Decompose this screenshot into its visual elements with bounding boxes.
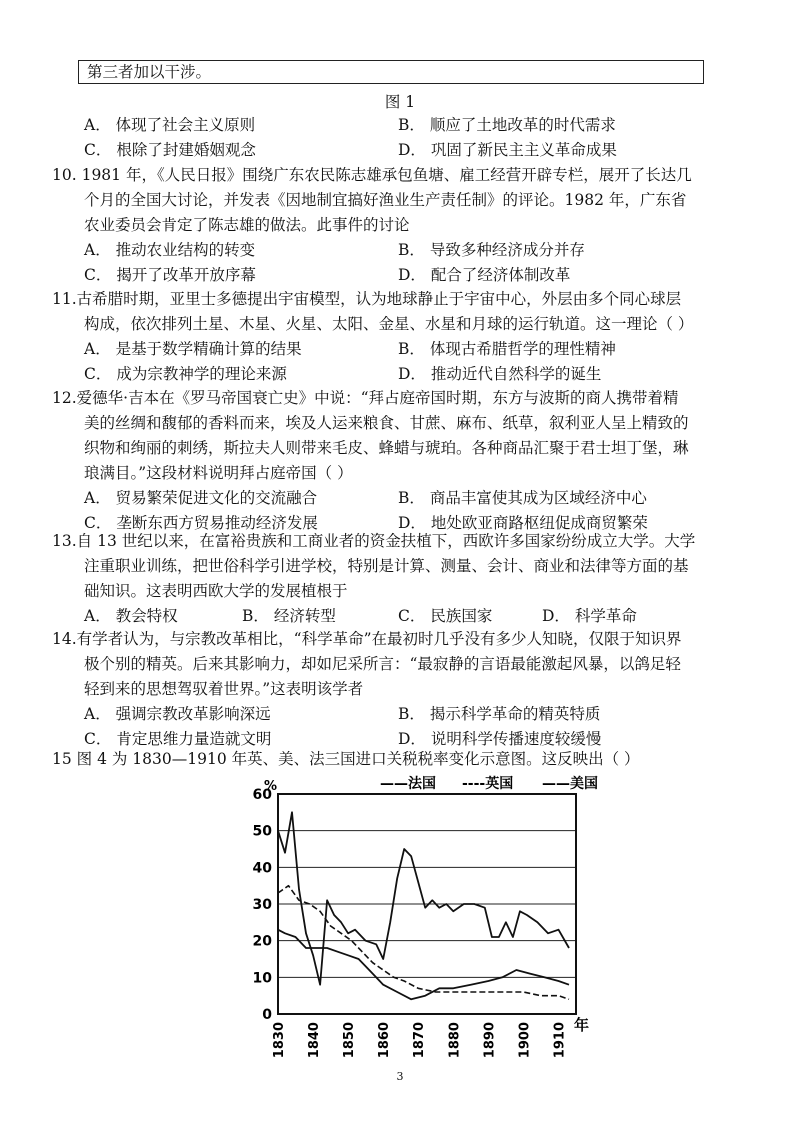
option-b: B． 揭示科学革命的精英特质 — [398, 705, 601, 723]
figure1-text-box — [78, 60, 704, 84]
option-b: B． 导致多种经济成分并存 — [398, 241, 585, 259]
question-stem-line: 构成，依次排列土星、木星、火星、太阳、金星、水星和月球的运行轨道。这一理论（ ） — [84, 315, 694, 333]
options-row — [52, 113, 752, 138]
x-tick-1880: 1880 — [447, 1022, 463, 1058]
option-c: C． 根除了封建婚姻观念 — [84, 141, 256, 159]
option-a: A． 教会特权 — [84, 607, 178, 625]
question-stem-line: 12.爱德华·吉本在《罗马帝国衰亡史》中说：“拜占庭帝国时期，东方与波斯的商人携带着精 — [52, 389, 679, 407]
options-row — [52, 604, 752, 629]
question-13 — [52, 529, 752, 629]
option-d: D． 说明科学传播速度较缓慢 — [398, 730, 602, 748]
option-c: C． 垄断东西方贸易推动经济发展 — [84, 514, 318, 532]
x-tick-1890: 1890 — [482, 1022, 498, 1058]
question-stem-line: 美的丝绸和馥郁的香料而来，埃及人运来粮食、甘蔗、麻布、纸草，叙利亚人呈上精致的 — [84, 414, 689, 432]
legend-entry-2: ——美国 — [542, 776, 598, 792]
option-b: B． 商品丰富使其成为区域经济中心 — [398, 489, 647, 507]
question-stem-line: 织物和绚丽的刺绣，斯拉夫人则带来毛皮、蜂蜡与琥珀。各种商品汇聚于君士坦丁堡，琳 — [84, 439, 689, 457]
question-14 — [52, 627, 752, 752]
options-row — [52, 702, 752, 727]
option-a: A． 推动农业结构的转变 — [84, 241, 256, 259]
x-tick-1870: 1870 — [412, 1022, 428, 1058]
options-row — [52, 337, 752, 362]
x-tick-1860: 1860 — [377, 1022, 393, 1058]
chart-legend — [380, 775, 598, 792]
y-axis-unit: % — [264, 779, 278, 794]
option-b: B． 体现古希腊哲学的理性精神 — [398, 340, 616, 358]
y-tick-50: 50 — [252, 823, 272, 840]
option-b: B． 经济转型 — [242, 607, 336, 625]
options-row — [52, 362, 752, 387]
x-tick-1840: 1840 — [307, 1022, 323, 1058]
option-d: D． 地处欧亚商路枢纽促成商贸繁荣 — [398, 514, 648, 532]
x-tick-1850: 1850 — [342, 1022, 358, 1058]
y-tick-60: 60 — [252, 787, 272, 803]
x-axis-unit: 年 — [574, 1016, 590, 1034]
series-line-0 — [278, 812, 569, 984]
question-stem-line: 农业委员会肯定了陈志雄的做法。此事件的讨论 — [84, 216, 410, 234]
x-tick-labels — [272, 1022, 567, 1058]
option-a: A． 贸易繁荣促进文化的交流融合 — [84, 489, 318, 507]
option-c: C． 民族国家 — [398, 607, 493, 625]
question-11 — [52, 287, 752, 387]
question-stem-line: 11.古希腊时期，亚里士多德提出宇宙模型，认为地球静止于宇宙中心，外层由多个同心球层 — [52, 290, 682, 308]
option-a: A． 体现了社会主义原则 — [84, 116, 256, 134]
x-tick-1910: 1910 — [552, 1022, 568, 1058]
options-row — [52, 138, 752, 163]
x-tick-1900: 1900 — [517, 1022, 533, 1058]
question-stem-line: 极个别的精英。后来其影响力，却如尼采所言：“最寂静的言语最能激起风暴，以鸽足轻 — [84, 655, 681, 673]
question-stem-line: 础知识。这表明西欧大学的发展植根于 — [84, 582, 348, 600]
figure1-box-text: 第三者加以干涉。 — [87, 63, 212, 81]
options-row — [52, 263, 752, 288]
y-tick-20: 20 — [252, 933, 272, 950]
y-tick-10: 10 — [252, 970, 272, 987]
option-c: C． 揭开了改革开放序幕 — [84, 266, 256, 284]
question-12 — [52, 386, 752, 536]
question-stem-line: 个月的全国大讨论，并发表《因地制宜搞好渔业生产责任制》的评论。1982 年，广东省 — [84, 191, 687, 209]
option-c: C． 肯定思维力量造就文明 — [84, 730, 272, 748]
question-stem-line: 10. 1981 年，《人民日报》围绕广东农民陈志雄承包鱼塘、雇工经营开辟专栏，展开了长达几 — [52, 166, 692, 184]
question-9-options — [52, 113, 752, 163]
question-stem-line: 15 图 4 为 1830—1910 年英、美、法三国进口关税税率变化示意图。这反映出（ ） — [52, 750, 640, 768]
option-d: D． 配合了经济体制改革 — [398, 266, 571, 284]
question-stem-line: 注重职业训练，把世俗科学引进学校，特别是计算、测量、会计、商业和法律等方面的基 — [84, 557, 689, 575]
x-tick-1830: 1830 — [272, 1022, 287, 1058]
question-stem-line: 13.自 13 世纪以来，在富裕贵族和工商业者的资金扶植下，西欧许多国家纷纷成立大学。大学 — [52, 532, 696, 550]
option-c: C． 成为宗教神学的理论来源 — [84, 365, 287, 383]
y-tick-30: 30 — [252, 897, 272, 913]
y-tick-labels — [253, 787, 273, 1023]
question-stem-line: 轻到来的思想驾驭着世界。”这表明该学者 — [84, 680, 364, 698]
options-row — [52, 238, 752, 263]
figure1-caption: 图 1 — [384, 93, 416, 111]
question-stem-line: 琅满目。”这段材料说明拜占庭帝国（ ） — [84, 464, 353, 482]
legend-entry-0: ——法国 — [380, 776, 436, 792]
y-tick-40: 40 — [252, 860, 272, 877]
option-a: A． 强调宗教改革影响深远 — [84, 705, 271, 723]
y-tick-0: 0 — [262, 1007, 272, 1023]
page-number: 3 — [396, 1070, 404, 1083]
option-b: B． 顺应了土地改革的时代需求 — [398, 116, 616, 134]
tariff-line-chart — [230, 768, 610, 1058]
options-row — [52, 486, 752, 511]
option-d: D． 巩固了新民主主义革命成果 — [398, 141, 617, 159]
legend-entry-1: ----英国 — [462, 776, 514, 792]
chart-series-group — [278, 812, 569, 999]
option-d: D． 科学革命 — [542, 607, 637, 625]
option-a: A． 是基于数学精确计算的结果 — [84, 340, 302, 358]
question-stem-line: 14.有学者认为，与宗教改革相比，“科学革命”在最初时几乎没有多少人知晓，仅限于知识界 — [52, 630, 682, 648]
question-10 — [52, 163, 752, 288]
option-d: D． 推动近代自然科学的诞生 — [398, 365, 602, 383]
